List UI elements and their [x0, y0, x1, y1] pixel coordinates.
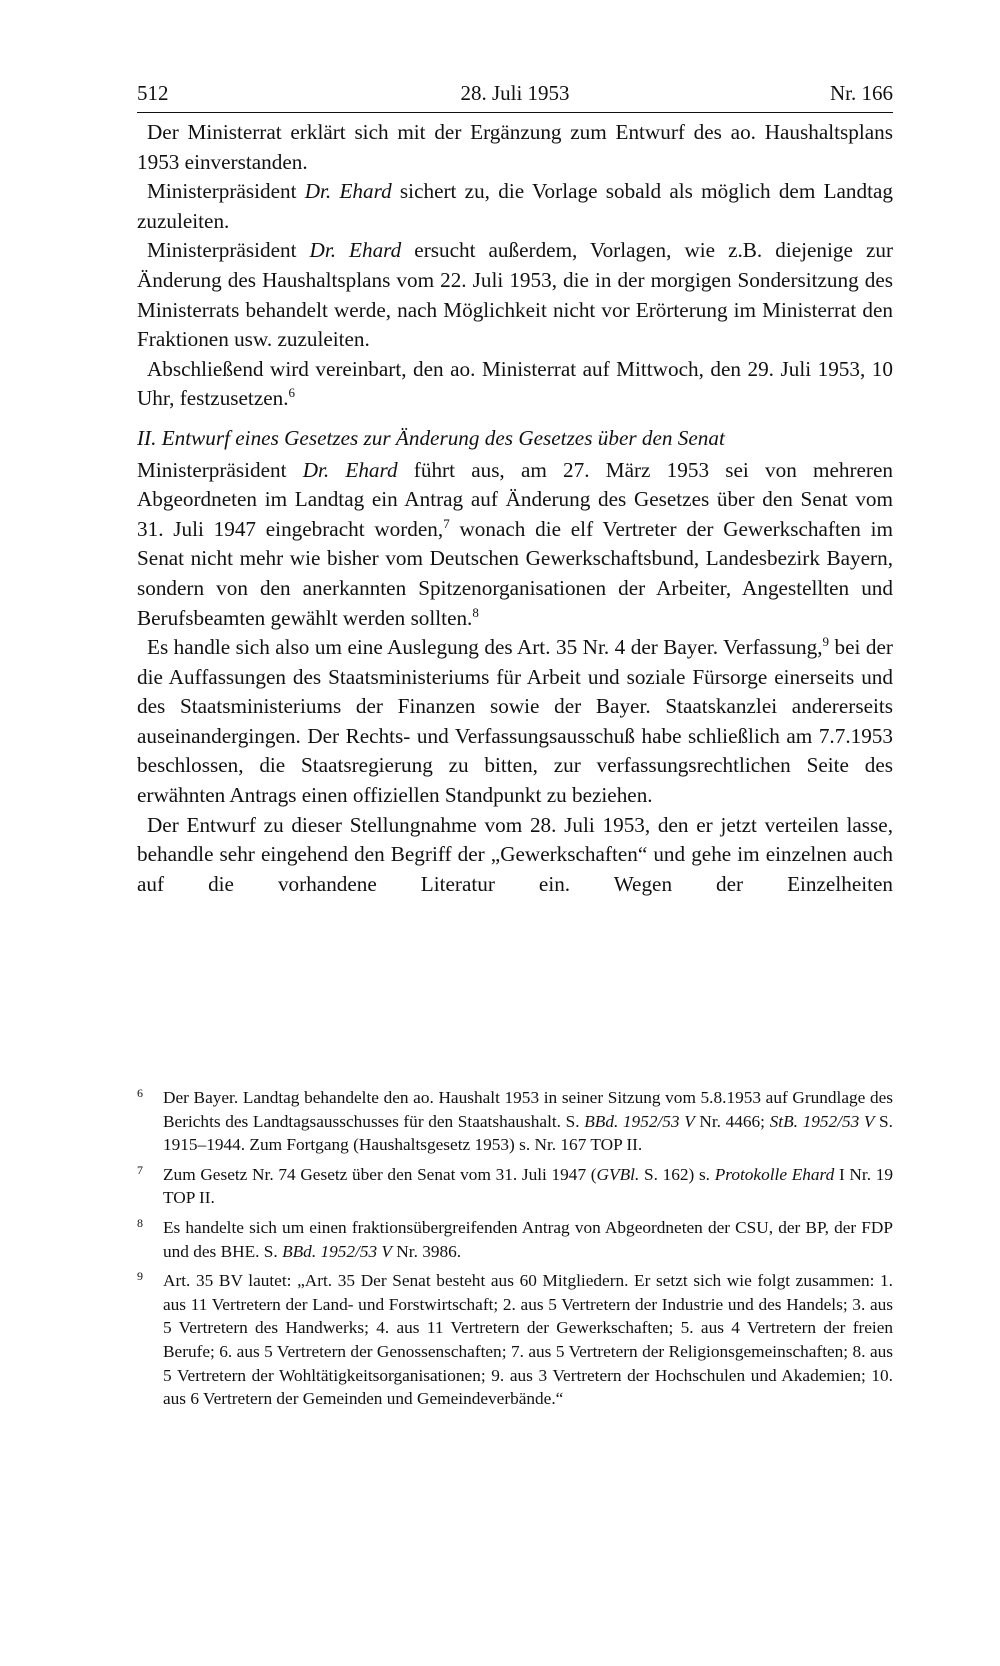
- person-name: Dr. Ehard: [302, 457, 398, 482]
- footnote-9: 9 Art. 35 BV lautet: „Art. 35 Der Senat besteht aus 60 Mitgliedern. Er setzt sich wie folgt zusammen: 1. aus 11 Vertretern der Land- und Forstwirtschaft; 2. aus 5 Vertretern der Industrie und des Handels; 3. aus 5 Vertretern des Handwerks; 4. aus 11 Vertretern der Gewerkschaften; 5. aus 4 Vertretern der freien Berufe; 6. aus 5 Vertretern der Genossenschaften; 7. aus 5 Vertretern der Religionsgemeinschaften; 8. aus 5 Vertretern der Wohltätigkeitsorganisationen; 9. aus 3 Vertretern der Hochschulen und Akademien; 10. aus 6 Vertretern der Gemeinden und Gemeindeverbände.“: [137, 1269, 893, 1411]
- running-header: [137, 76, 893, 113]
- footnote-number: 6: [137, 1086, 143, 1100]
- paragraph-5: Ministerpräsident Dr. Ehard führt aus, am 27. März 1953 sei von mehreren Abgeordneten im Landtag ein Antrag auf Änderung des Gesetzes über den Senat vom 31. Juli 1947 eingebracht worden,$^7$ wonach die elf Vertreter der Gewerkschaften im Senat nicht mehr wie bisher vom Deutschen Gewerkschaftsbund, Landesbezirk Bayern, sondern von den anerkannten Spitzenorganisationen der Arbeiter, Angestellten und Berufsbeamten gewählt werden sollten.$^8$: [137, 457, 893, 630]
- footnote-6: 6 Der Bayer. Landtag behandelte den ao. Haushalt 1953 in seiner Sitzung vom 5.8.1953 auf Grundlage des Berichts des Landtagsausschusses für den Staatshaushalt. S. BBd. 1952/53 V Nr. 4466; StB. 1952/53 V S. 1915–1944. Zum Fortgang (Haushaltsgesetz 1953) s. Nr. 167 TOP II.: [137, 1086, 893, 1157]
- paragraph-4: Abschließend wird vereinbart, den ao. Ministerrat auf Mittwoch, den 29. Juli 1953, 10 Uhr, festzusetzen.$^6$: [137, 356, 893, 411]
- paragraph-3: Ministerpräsident Dr. Ehard ersucht außerdem, Vorlagen, wie z.B. diejenige zur Änderung des Haushaltsplans vom 22. Juli 1953, die in der morgigen Sondersitzung des Ministerrats behandelt werde, nach Möglichkeit nicht vor Erörterung im Ministerrat den Fraktionen usw. zuzuleiten.: [137, 238, 894, 352]
- document-number: Nr. 166: [830, 81, 893, 105]
- footnote-number: 7: [137, 1162, 143, 1177]
- body-text: [137, 118, 893, 899]
- document-page: [137, 76, 893, 899]
- footnote-number: 9: [137, 1269, 143, 1284]
- paragraph-2: Ministerpräsident Dr. Ehard sichert zu, die Vorlage sobald als möglich dem Landtag zuzuleiten.: [137, 179, 893, 233]
- footnote-ref-9[interactable]: 9: [822, 634, 830, 650]
- footnote-number: 8: [137, 1215, 143, 1230]
- footnotes: [137, 1086, 893, 1417]
- person-name: Dr. Ehard: [309, 238, 402, 263]
- paragraph-1: Der Ministerrat erklärt sich mit der Ergänzung zum Entwurf des ao. Haushaltsplans 1953 einverstanden.: [137, 120, 893, 174]
- footnote-ref-8[interactable]: 8: [472, 604, 479, 620]
- footnote-ref-6[interactable]: 6: [288, 385, 296, 401]
- footnote-7: 7 Zum Gesetz Nr. 74 Gesetz über den Senat vom 31. Juli 1947 (GVBl. S. 162) s. Protokolle Ehard I Nr. 19 TOP II.: [137, 1163, 893, 1210]
- page-number: 512: [137, 81, 169, 105]
- person-name: Dr. Ehard: [304, 179, 392, 204]
- paragraph-7: Der Entwurf zu dieser Stellungnahme vom 28. Juli 1953, den er jetzt verteilen lasse, behandle sehr eingehend den Begriff der „Gewerkschaften“ und gehe im einzelnen auch auf die vorhandene Literatur ein. Wegen der Einzelheiten: [137, 812, 893, 896]
- section-heading: II. Entwurf eines Gesetzes zur Änderung des Gesetzes über den Senat: [137, 425, 725, 450]
- footnote-8: 8 Es handelte sich um einen fraktionsübergreifenden Antrag von Abgeordneten der CSU, der BP, der FDP und des BHE. S. BBd. 1952/53 V Nr. 3986.: [137, 1216, 893, 1263]
- header-date: 28. Juli 1953: [460, 81, 570, 105]
- footnote-ref-7[interactable]: 7: [443, 515, 450, 531]
- paragraph-6: Es handle sich also um eine Auslegung des Art. 35 Nr. 4 der Bayer. Verfassung,$^9$ bei der die Auffassungen des Staatsministeriums für Arbeit und soziale Fürsorge einerseits und des Staatsministeriums der Finanzen sowie der Bayer. Staatskanzlei andererseits auseinandergingen. Der Rechts- und Verfassungsausschuß habe schließlich am 7.7.1953 beschlossen, die Staatsregierung zu bitten, zur verfassungsrechtlichen Seite des erwähnten Antrags einen offiziellen Standpunkt zu beziehen.: [137, 634, 893, 808]
